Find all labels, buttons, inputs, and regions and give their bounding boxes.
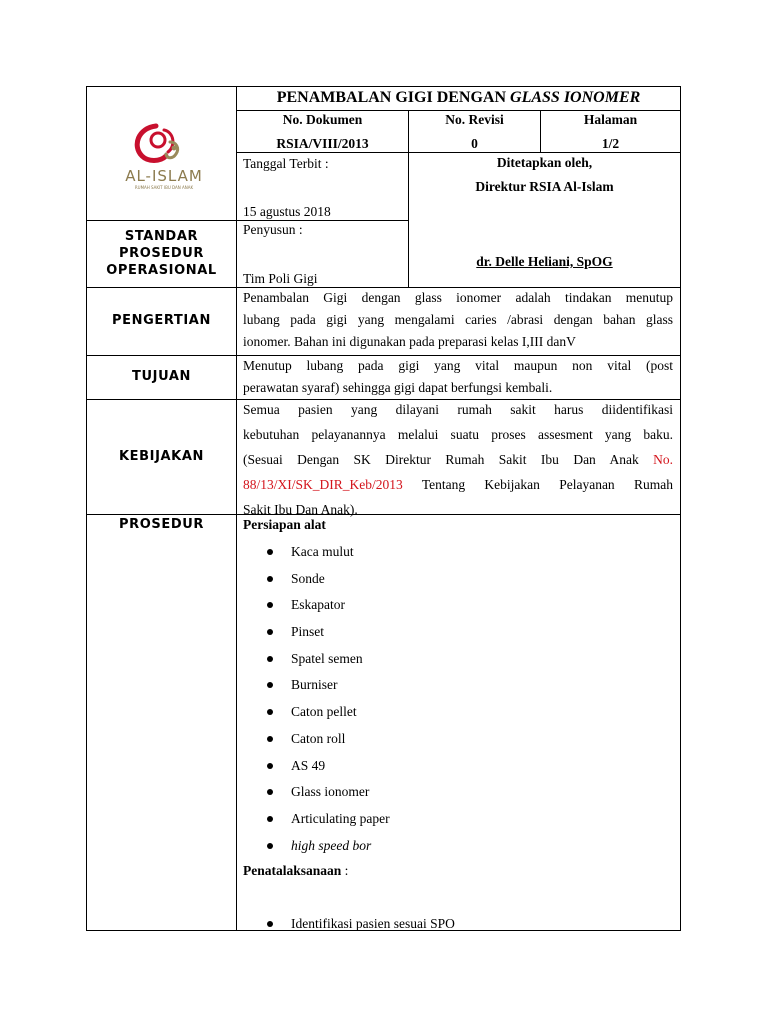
bullet-icon: [267, 921, 273, 927]
kebijakan-line: (Sesuai Dengan SK Direktur Rumah Sakit Ibu Dan Anak No.: [243, 452, 673, 467]
logo-name: AL-ISLAM: [125, 167, 203, 185]
logo-row-divider: [86, 220, 408, 221]
table-border-top: [86, 86, 681, 87]
title-row-divider: [236, 110, 680, 111]
list-item: Articulating paper: [267, 809, 390, 836]
bullet-icon: [267, 709, 273, 715]
bullet-icon: [267, 629, 273, 635]
column-divider: [236, 86, 237, 931]
approved-by-label: Ditetapkan oleh,: [496, 155, 593, 170]
list-item: high speed bor: [267, 836, 390, 863]
table-border-left: [86, 86, 87, 931]
list-item: Caton pellet: [267, 702, 390, 729]
bullet-icon: [267, 682, 273, 688]
bullet-icon: [267, 602, 273, 608]
bullet-icon: [267, 736, 273, 742]
tools-heading: Persiapan alat: [243, 517, 326, 532]
bullet-icon: [267, 763, 273, 769]
tujuan-line: Menutup lubang pada gigi yang vital maupun non vital (post: [243, 358, 673, 373]
list-item: Spatel semen: [267, 649, 390, 676]
pengertian-line: ionomer. Bahan ini digunakan pada preparasi kelas I,III danV: [243, 334, 576, 349]
page-value: 1/2: [601, 136, 620, 151]
sop-label-line-3: OPERASIONAL: [106, 263, 217, 278]
doc-no-label: No. Dokumen: [282, 112, 363, 127]
sk-reference-code: 88/13/XI/SK_DIR_Keb/2013: [243, 477, 403, 492]
list-item: Identifikasi pasien sesuai SPO: [267, 914, 455, 930]
section-label-tujuan: TUJUAN: [132, 369, 191, 384]
doc-no-value: RSIA/VIII/2013: [276, 136, 369, 151]
approved-by-title: Direktur RSIA Al-Islam: [475, 179, 614, 194]
list-item: Pinset: [267, 622, 390, 649]
section-label-prosedur: PROSEDUR: [119, 517, 204, 532]
document-title: PENAMBALAN GIGI DENGAN GLASS IONOMER: [276, 89, 641, 106]
bullet-icon: [267, 656, 273, 662]
list-item: Kaca mulut: [267, 542, 390, 569]
pengertian-line: Penambalan Gigi dengan glass ionomer adalah tindakan menutup: [243, 290, 673, 305]
bullet-icon: [267, 549, 273, 555]
tools-list: [267, 542, 390, 862]
issue-date-label: Tanggal Terbit :: [243, 156, 329, 171]
bullet-icon: [267, 576, 273, 582]
logo-tagline: RUMAH SAKIT IBU DAN ANAK: [134, 185, 194, 190]
issue-date-value: 15 agustus 2018: [243, 204, 331, 219]
list-item: Sonde: [267, 569, 390, 596]
revision-value: 0: [471, 136, 478, 151]
steps-heading: Penatalaksanaan :: [243, 863, 349, 878]
list-item: Glass ionomer: [267, 782, 390, 809]
kebijakan-line: 88/13/XI/SK_DIR_Keb/2013 Tentang Kebijakan Pelayanan Rumah: [243, 477, 673, 492]
table-border-right: [680, 86, 681, 931]
list-item: Eskapator: [267, 595, 390, 622]
kebijakan-text: [243, 397, 673, 522]
approved-by-name: dr. Delle Heliani, SpOG: [476, 254, 613, 269]
kebijakan-line: Sakit Ibu Dan Anak).: [243, 502, 358, 517]
kebijakan-line: kebutuhan pelayanannya melalui suatu proses assesment yang baku.: [243, 427, 673, 442]
list-item: Caton roll: [267, 729, 390, 756]
sop-label-line-1: STANDAR: [124, 229, 199, 244]
author-label: Penyusun :: [243, 222, 303, 237]
tujuan-line: perawatan syaraf) sehingga gigi dapat berfungsi kembali.: [243, 380, 553, 395]
bullet-icon: [267, 789, 273, 795]
docinfo-row-divider: [236, 152, 680, 153]
revision-label: No. Revisi: [445, 112, 504, 127]
steps-list: [267, 914, 455, 930]
page-label: Halaman: [583, 112, 638, 127]
author-value: Tim Poli Gigi: [243, 271, 318, 286]
pengertian-text: [243, 287, 673, 353]
bullet-icon: [267, 816, 273, 822]
kebijakan-line: Semua pasien yang dilayani rumah sakit harus diidentifikasi: [243, 402, 673, 417]
list-item: AS 49: [267, 756, 390, 783]
list-item: Burniser: [267, 675, 390, 702]
section-label-pengertian: PENGERTIAN: [112, 313, 211, 328]
pengertian-line: lubang pada gigi yang mengalami caries /abrasi dengan bahan glass: [243, 312, 673, 327]
sk-reference-number: No.: [653, 452, 673, 467]
bullet-icon: [267, 843, 273, 849]
sop-label-line-2: PROSEDUR: [119, 246, 204, 261]
section-label-kebijakan: KEBIJAKAN: [118, 449, 204, 464]
tujuan-text: [243, 355, 673, 399]
